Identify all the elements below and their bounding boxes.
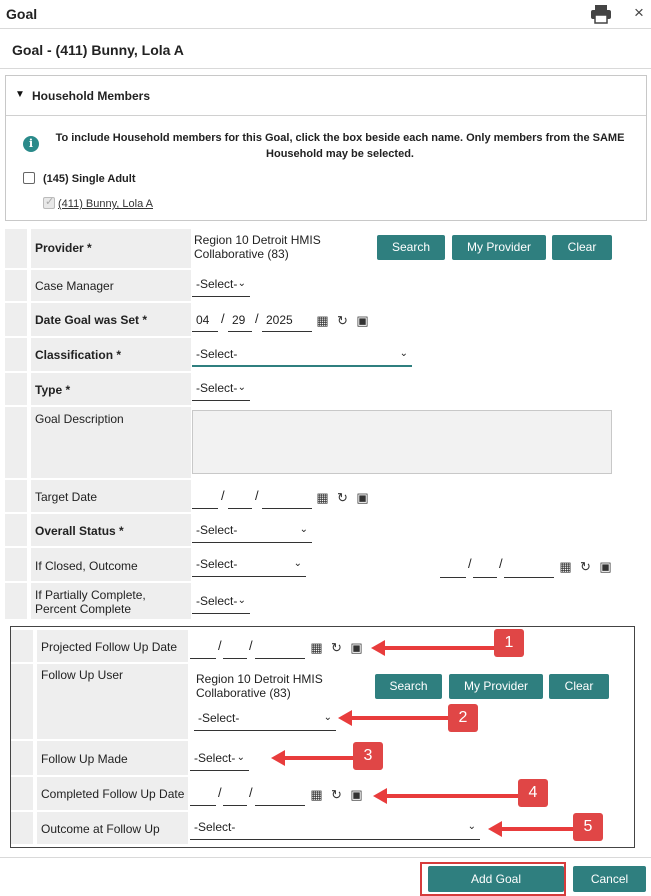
today-calendar-icon[interactable]: ▣ <box>356 490 369 505</box>
single-adult-label: (145) Single Adult <box>43 173 136 185</box>
goal-description-value-cell <box>192 407 647 480</box>
callout-badge-5: 5 <box>573 813 603 841</box>
overall-status-select-value: -Select- <box>196 523 238 537</box>
follow-up-user-value-line2: Collaborative (83) <box>196 686 291 700</box>
follow-up-made-select[interactable] <box>190 747 249 771</box>
provider-row <box>5 229 647 270</box>
completed-date-day[interactable] <box>223 782 247 806</box>
date-goal-set-day[interactable]: 29 <box>228 308 252 332</box>
single-adult-checkbox[interactable] <box>23 172 35 184</box>
date-separator: / <box>255 488 259 503</box>
row-gutter <box>11 777 33 810</box>
today-calendar-icon[interactable]: ▣ <box>350 787 363 802</box>
follow-up-user-label: Follow Up User <box>41 668 124 682</box>
percent-complete-row <box>5 583 647 621</box>
row-gutter <box>5 373 27 405</box>
type-select-value: -Select- <box>196 381 238 395</box>
today-calendar-icon[interactable]: ▣ <box>599 559 612 574</box>
date-goal-set-month[interactable]: 04 <box>192 308 218 332</box>
info-icon: i <box>23 136 39 152</box>
overall-status-row <box>5 514 647 548</box>
chevron-down-icon: ⌄ <box>323 712 332 723</box>
follow-up-user-row <box>11 664 634 741</box>
my-provider-button[interactable]: My Provider <box>452 235 546 260</box>
closed-date-month[interactable] <box>440 554 466 578</box>
chevron-down-icon: ⌄ <box>293 558 302 569</box>
type-label: Type * <box>35 383 71 397</box>
follow-up-search-button[interactable]: Search <box>375 674 442 699</box>
target-date-label: Target Date <box>35 490 98 504</box>
bunny-member-link[interactable]: (411) Bunny, Lola A <box>58 198 153 210</box>
follow-up-made-select-value: -Select- <box>194 751 236 765</box>
classification-row <box>5 338 647 373</box>
date-separator: / <box>499 556 503 571</box>
callout-badge-2: 2 <box>448 704 478 732</box>
household-members-section <box>5 75 647 221</box>
provider-value-line1: Region 10 Detroit HMIS <box>194 233 321 247</box>
reset-icon[interactable]: ↻ <box>331 640 342 655</box>
type-select[interactable] <box>192 377 250 401</box>
projected-follow-up-row <box>11 630 634 664</box>
household-members-label: Household Members <box>32 89 151 103</box>
provider-value-line2: Collaborative (83) <box>194 247 289 261</box>
projected-date-year[interactable] <box>255 635 305 659</box>
type-label-cell <box>28 373 191 405</box>
chevron-down-icon: ⌄ <box>299 524 308 535</box>
today-calendar-icon[interactable]: ▣ <box>350 640 363 655</box>
chevron-down-icon: ⌄ <box>237 278 246 289</box>
follow-up-my-provider-button[interactable]: My Provider <box>449 674 543 699</box>
completed-follow-up-label-cell <box>34 777 188 810</box>
household-members-header[interactable] <box>6 76 646 116</box>
provider-value-cell <box>192 229 647 270</box>
overall-status-select[interactable] <box>192 519 312 543</box>
reset-icon[interactable]: ↻ <box>337 490 348 505</box>
row-gutter <box>5 229 27 268</box>
case-manager-row <box>5 270 647 303</box>
outcome-follow-up-select[interactable] <box>190 816 480 840</box>
goal-description-label-cell <box>28 407 191 478</box>
window-title: Goal <box>6 6 38 22</box>
date-separator: / <box>249 638 253 653</box>
date-goal-set-label-cell <box>28 303 191 336</box>
household-info-text: To include Household members for this Goal, click the box beside each name. Only members from the SAME Household may be selected. <box>55 132 625 160</box>
follow-up-made-label: Follow Up Made <box>41 752 128 766</box>
row-gutter <box>11 741 33 775</box>
if-closed-outcome-label-cell <box>28 548 191 581</box>
callout-badge-1: 1 <box>494 629 524 657</box>
date-separator: / <box>218 638 222 653</box>
row-gutter <box>5 407 27 478</box>
row-gutter <box>5 548 27 581</box>
if-closed-outcome-value-cell <box>192 548 647 583</box>
goal-description-row <box>5 407 647 480</box>
row-gutter <box>5 338 27 371</box>
target-date-month[interactable] <box>192 485 218 509</box>
percent-complete-label-line1: If Partially Complete, <box>35 588 146 602</box>
completed-date-year[interactable] <box>255 782 305 806</box>
row-gutter <box>11 812 33 844</box>
closed-date-day[interactable] <box>473 554 497 578</box>
add-goal-button[interactable]: Add Goal <box>428 866 564 892</box>
calendar-icon[interactable]: ▦ <box>316 313 329 328</box>
overall-status-label-cell <box>28 514 191 546</box>
if-closed-outcome-label: If Closed, Outcome <box>35 559 138 573</box>
print-icon[interactable] <box>590 4 612 24</box>
callout-arrow-1 <box>383 646 495 650</box>
target-date-label-cell <box>28 480 191 512</box>
follow-up-user-value-line1: Region 10 Detroit HMIS <box>196 672 323 686</box>
case-manager-label-cell <box>28 270 191 301</box>
follow-up-user-select-value: -Select- <box>198 711 240 725</box>
row-gutter <box>5 270 27 301</box>
chevron-down-icon: ⌄ <box>236 752 245 763</box>
today-calendar-icon[interactable]: ▣ <box>356 313 369 328</box>
projected-date-month[interactable] <box>190 635 216 659</box>
percent-complete-value-cell <box>192 583 647 621</box>
row-gutter <box>11 630 33 662</box>
case-manager-select[interactable] <box>192 273 250 297</box>
classification-select-value: -Select- <box>196 347 238 361</box>
callout-arrow-2 <box>350 716 450 720</box>
calendar-icon[interactable]: ▦ <box>310 640 323 655</box>
callout-arrow-5 <box>500 827 574 831</box>
outcome-follow-up-label: Outcome at Follow Up <box>41 822 160 836</box>
date-goal-set-year[interactable]: 2025 <box>262 308 312 332</box>
collapse-triangle-icon[interactable]: ▼ <box>15 89 25 100</box>
bunny-checkbox <box>43 197 55 209</box>
target-date-value-cell <box>192 480 647 514</box>
target-date-day[interactable] <box>228 485 252 509</box>
type-row <box>5 373 647 407</box>
follow-up-user-label-cell <box>34 664 188 739</box>
date-separator: / <box>221 488 225 503</box>
date-separator: / <box>468 556 472 571</box>
chevron-down-icon: ⌄ <box>237 595 246 606</box>
row-gutter <box>5 514 27 546</box>
goal-description-textarea[interactable] <box>192 410 612 474</box>
footer-divider <box>0 857 651 858</box>
percent-complete-select[interactable] <box>192 590 250 614</box>
projected-date-day[interactable] <box>223 635 247 659</box>
percent-complete-label-line2: Percent Complete <box>35 602 132 616</box>
percent-complete-label <box>35 588 146 616</box>
date-goal-set-label: Date Goal was Set * <box>35 313 148 327</box>
follow-up-user-value <box>196 672 323 700</box>
date-separator: / <box>255 311 259 326</box>
provider-label: Provider * <box>35 241 92 255</box>
if-closed-outcome-row <box>5 548 647 583</box>
type-value-cell <box>192 373 647 407</box>
callout-arrow-4 <box>385 794 519 798</box>
if-closed-outcome-select[interactable] <box>192 553 306 577</box>
provider-value <box>194 233 321 261</box>
outcome-follow-up-label-cell <box>34 812 188 844</box>
date-separator: / <box>221 311 225 326</box>
provider-search-button[interactable]: Search <box>377 235 445 260</box>
overall-status-label: Overall Status * <box>35 524 124 538</box>
reset-icon[interactable]: ↻ <box>580 559 591 574</box>
callout-badge-3: 3 <box>353 742 383 770</box>
case-manager-select-value: -Select- <box>196 277 238 291</box>
outcome-follow-up-select-value: -Select- <box>194 820 236 834</box>
classification-select[interactable] <box>192 343 412 367</box>
target-date-row <box>5 480 647 514</box>
case-manager-value-cell <box>192 270 647 303</box>
date-separator: / <box>249 785 253 800</box>
completed-date-month[interactable] <box>190 782 216 806</box>
row-gutter <box>5 480 27 512</box>
follow-up-section <box>10 626 635 848</box>
projected-follow-up-label: Projected Follow Up Date <box>41 640 178 654</box>
closed-date-year[interactable] <box>504 554 554 578</box>
chevron-down-icon: ⌄ <box>467 821 476 832</box>
provider-label-cell <box>28 229 191 268</box>
overall-status-value-cell <box>192 514 647 548</box>
close-icon[interactable]: × <box>634 3 644 22</box>
row-gutter <box>5 583 27 619</box>
calendar-icon[interactable]: ▦ <box>559 559 572 574</box>
percent-complete-label-cell <box>28 583 191 619</box>
reset-icon[interactable]: ↻ <box>331 787 342 802</box>
classification-label: Classification * <box>35 348 122 362</box>
reset-icon[interactable]: ↻ <box>337 313 348 328</box>
date-goal-set-row <box>5 303 647 338</box>
follow-up-clear-button[interactable]: Clear <box>549 674 609 699</box>
classification-label-cell <box>28 338 191 371</box>
percent-complete-select-value: -Select- <box>196 594 238 608</box>
chevron-down-icon: ⌄ <box>237 382 246 393</box>
calendar-icon[interactable]: ▦ <box>316 490 329 505</box>
classification-value-cell <box>192 338 647 373</box>
completed-follow-up-label: Completed Follow Up Date <box>41 787 185 801</box>
goal-description-label: Goal Description <box>35 412 124 426</box>
case-manager-label: Case Manager <box>35 279 114 293</box>
target-date-year[interactable] <box>262 485 312 509</box>
if-closed-outcome-select-value: -Select- <box>196 557 238 571</box>
title-bar <box>0 0 651 29</box>
cancel-button[interactable]: Cancel <box>573 866 646 892</box>
row-gutter <box>5 303 27 336</box>
provider-clear-button[interactable]: Clear <box>552 235 612 260</box>
callout-badge-4: 4 <box>518 779 548 807</box>
date-separator: / <box>218 785 222 800</box>
projected-follow-up-label-cell <box>34 630 188 662</box>
callout-arrow-3 <box>283 756 355 760</box>
date-goal-set-value-cell <box>192 303 647 338</box>
calendar-icon[interactable]: ▦ <box>310 787 323 802</box>
chevron-down-icon: ⌄ <box>399 348 408 359</box>
follow-up-made-label-cell <box>34 741 188 775</box>
page-title: Goal - (411) Bunny, Lola A <box>12 42 184 58</box>
row-gutter <box>11 664 33 739</box>
divider <box>0 68 651 69</box>
follow-up-user-select[interactable] <box>194 707 336 731</box>
